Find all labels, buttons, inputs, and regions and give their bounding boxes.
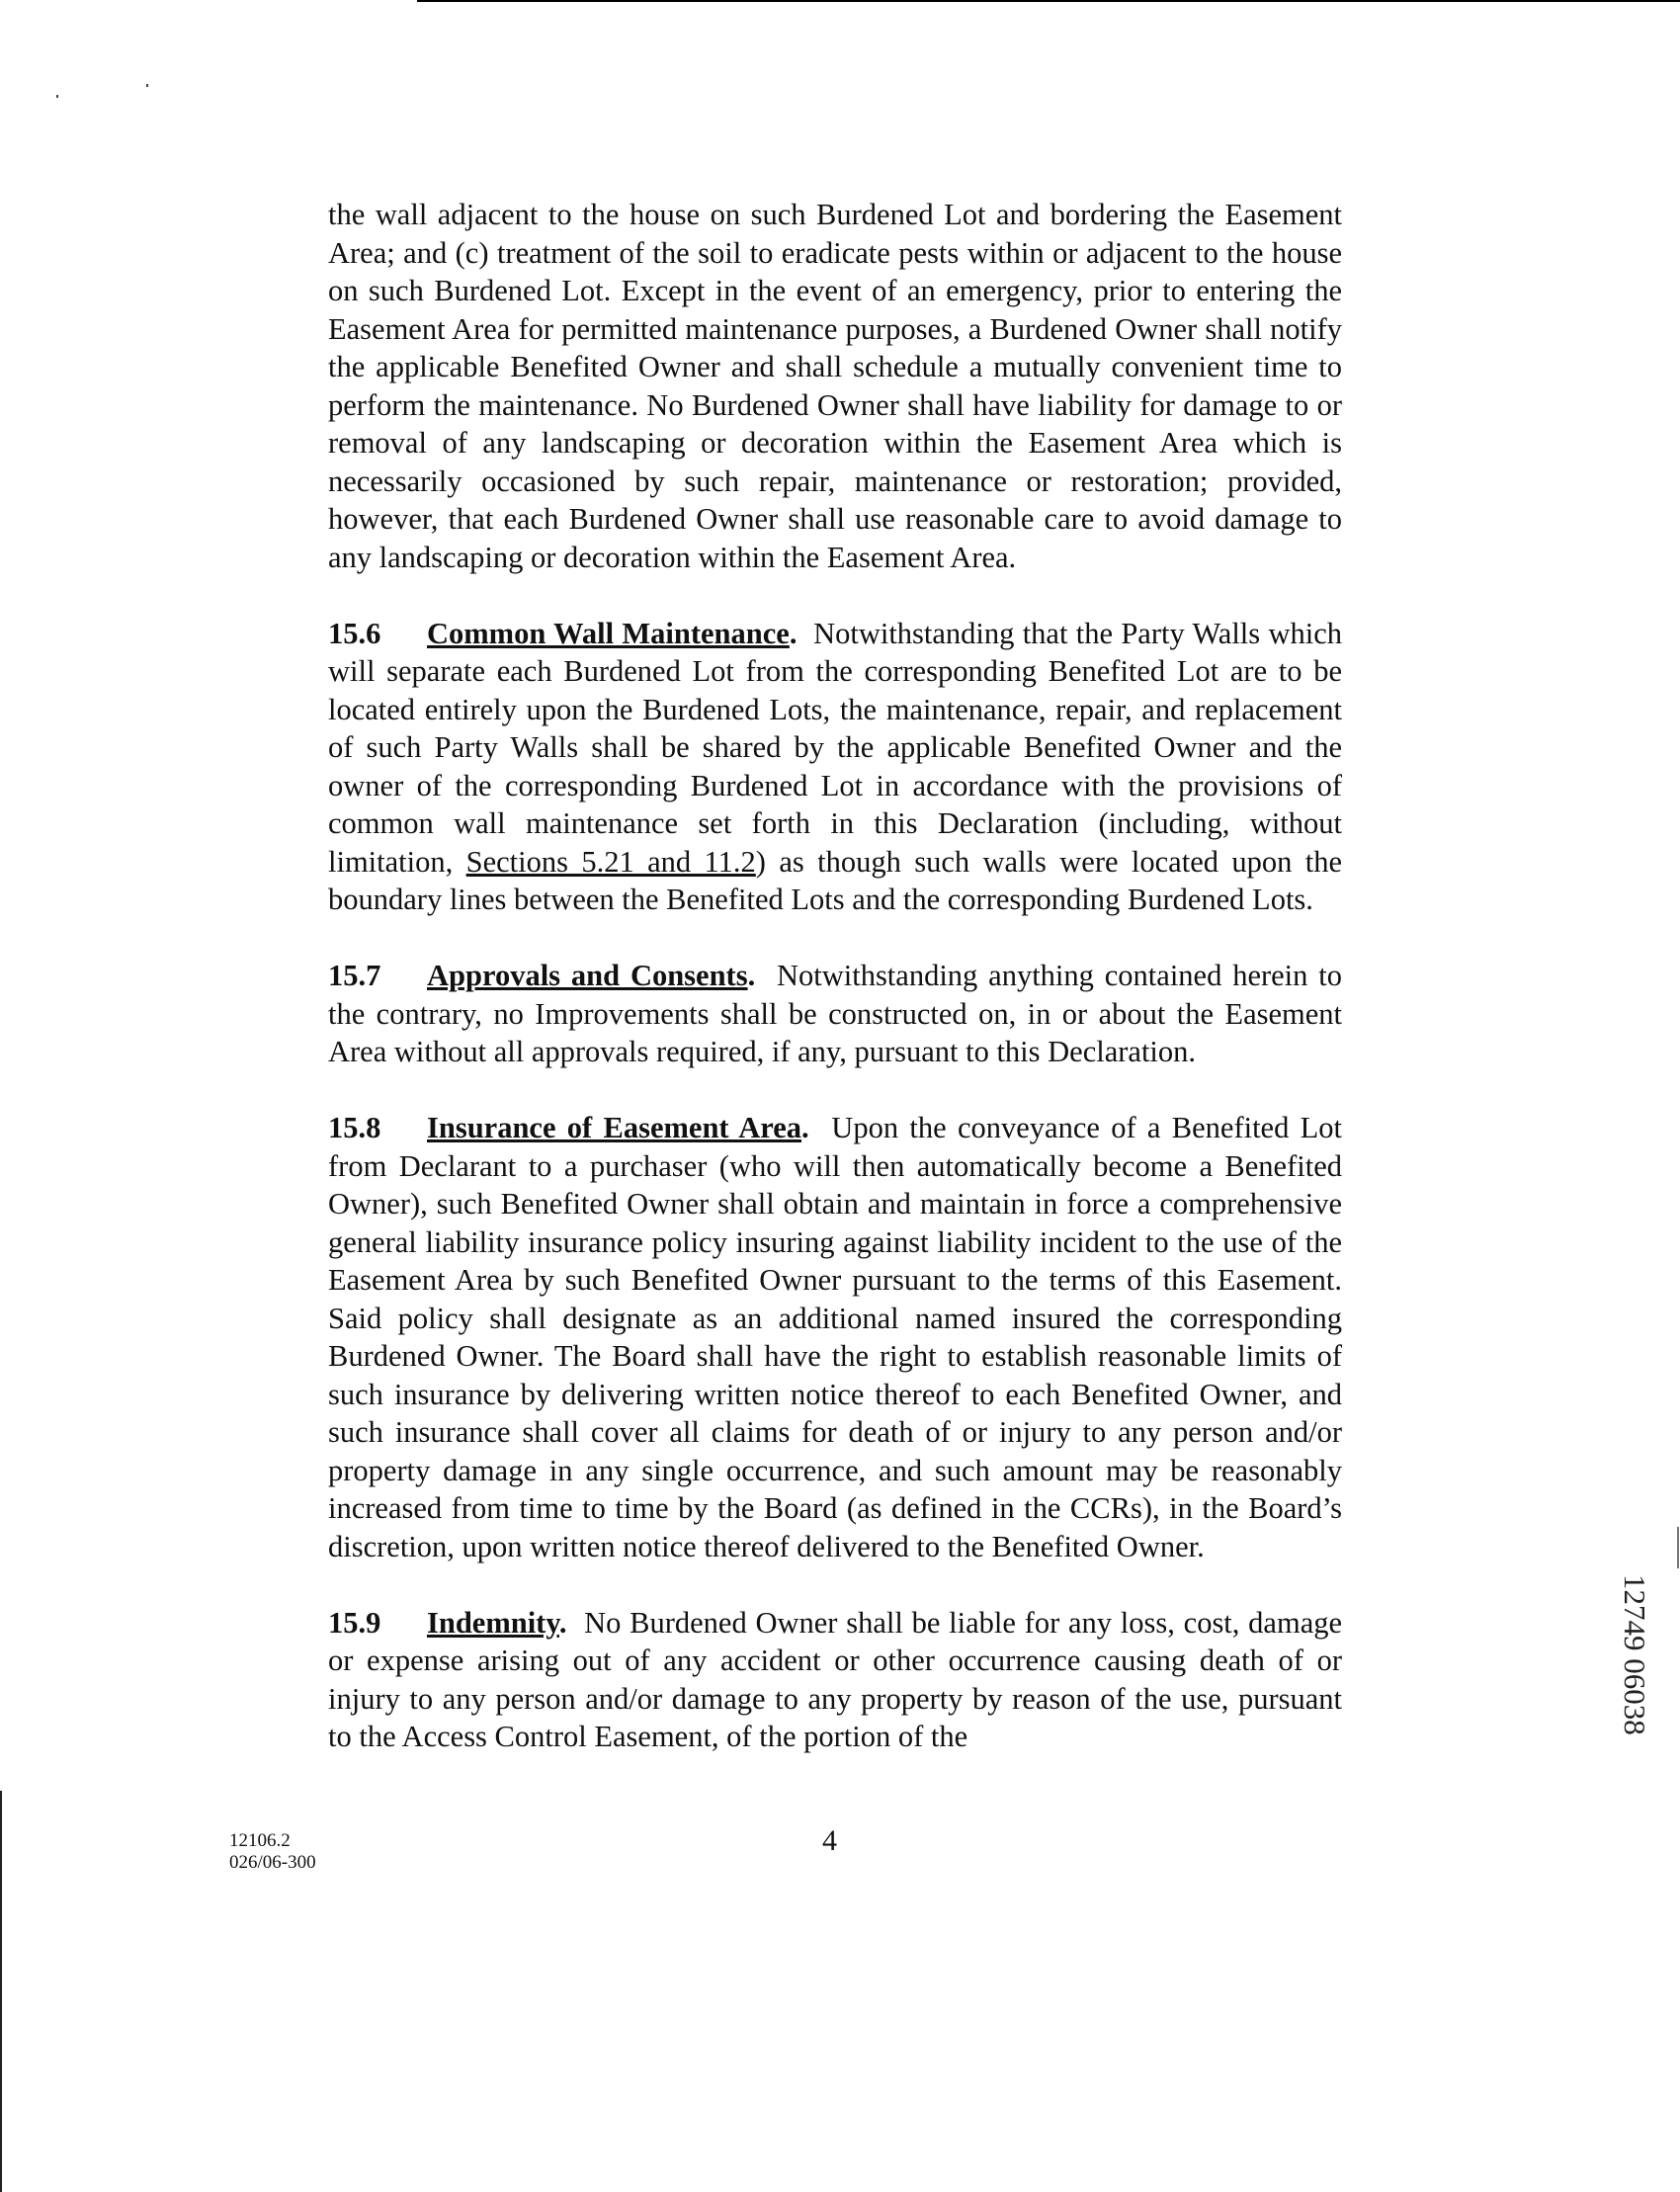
scan-speck xyxy=(56,95,58,98)
doc-id-line-1: 12106.2 xyxy=(229,1830,291,1851)
section-text: Notwithstanding that the Party Walls which will separate each Burdened Lot from the corresponding Benefited Lot are to be located entirely upon the Burdened Lots, the maintenance, repair, and replacement of such Party Walls shall be shared by the applicable Benefited Owner and the owner of the corresponding Burdened Lot in accordance with the provisions of common wall maintenance set forth in this Declaration (including, without limitation, xyxy=(328,616,1342,879)
section-title: Approvals and Consents xyxy=(427,959,748,992)
section-15-9: 15.9 Indemnity. No Burdened Owner shall be liable for any loss, cost, damage or expense arising out of any accident or other occurrence causing death of or injury to any person and/or damage to any property by reason of the use, pursuant to the Access Control Easement, of the portion of the xyxy=(328,1605,1343,1753)
scan-speck xyxy=(146,84,148,87)
scan-right-edge xyxy=(1677,1527,1679,1568)
page-number: 4 xyxy=(822,1824,837,1857)
document-body xyxy=(328,196,1342,1794)
section-text-continued: ) as though such walls were located upon the boundary lines between the Benefited Lots and the corresponding Burdened Lots. xyxy=(328,844,1343,916)
scan-top-border xyxy=(417,0,1680,2)
intro-paragraph: the wall adjacent to the house on such Burdened Lot and bordering the Easement Area; and (c) treatment of the soil to eradicate pests within or adjacent to the house on such Burdened Lot. Except in the event of an emergency, prior to entering the Easement Area for permitted maintenance purposes, a Burdened Owner shall notify the applicable Benefited Owner and shall schedule a mutually convenient time to perform the maintenance. No Burdened Owner shall have liability for damage to or removal of any landscaping or decoration within the Easement Area which is necessarily occasioned by such repair, maintenance or restoration; provided, however, that each Burdened Owner shall use reasonable care to avoid damage to any landscaping or decoration within the Easement Area. xyxy=(328,198,1342,574)
section-number: 15.7 xyxy=(328,959,381,992)
section-number: 15.8 xyxy=(328,1111,381,1144)
section-15-8: 15.8 Insurance of Easement Area. Upon the conveyance of a Benefited Lot from Declarant to a purchaser (who will then automatically become a Benefited Owner), such Benefited Owner shall obtain and maintain in force a comprehensive general liability insurance policy insuring against liability incident to the use of the Easement Area by such Benefited Owner pursuant to the terms of this Easement. Said policy shall designate as an additional named insured the corresponding Burdened Owner. The Board shall have the right to establish reasonable limits of such insurance by delivering written notice thereof to each Benefited Owner, and such insurance shall cover all claims for death of or injury to any person and/or property damage in any single occurrence, and such amount may be reasonably increased from time to time by the Board (as defined in the CCRs), in the Board’s discretion, upon written notice thereof delivered to the Benefited Owner. xyxy=(328,1111,1343,1563)
scan-left-edge xyxy=(0,1791,2,2192)
section-number: 15.6 xyxy=(328,616,381,650)
section-text: Notwithstanding anything contained herein to the contrary, no Improvements shall be constructed on, in or about the Easement Area without all approvals required, if any, pursuant to this Declaration. xyxy=(328,959,1343,1068)
recording-stamp-text: 12749 06038 xyxy=(1618,1574,1652,1735)
section-text: No Burdened Owner shall be liable for any loss, cost, damage or expense arising out of any accident or other occurrence causing death of or injury to any person and/or damage to any property by reason of the use, pursuant to the Access Control Easement, of the portion of the xyxy=(328,1605,1343,1753)
doc-id-line-2: 026/06-300 xyxy=(229,1852,316,1873)
section-title: Common Wall Maintenance xyxy=(427,616,790,650)
recording-stamp xyxy=(1615,1574,1654,1855)
section-title: Insurance of Easement Area xyxy=(427,1111,802,1144)
section-15-6: 15.6 Common Wall Maintenance. Notwithstanding that the Party Walls which will separate each Burdened Lot from the corresponding Benefited Lot are to be located entirely upon the Burdened Lots, the maintenance, repair, and replacement of such Party Walls shall be shared by the applicable Benefited Owner and the owner of the corresponding Burdened Lot in accordance with the provisions of common wall maintenance set forth in this Declaration (including, without limitation, Sections 5.21 and 11.2) as though such walls were located upon the boundary lines between the Benefited Lots and the corresponding Burdened Lots. xyxy=(328,616,1343,916)
section-reference-link[interactable]: Sections 5.21 and 11.2 xyxy=(465,844,756,879)
section-number: 15.9 xyxy=(328,1605,381,1640)
section-15-7: 15.7 Approvals and Consents. Notwithstanding anything contained herein to the contrary, no Improvements shall be constructed on, in or about the Easement Area without all approvals required, if any, pursuant to this Declaration. xyxy=(328,959,1343,1068)
section-text: Upon the conveyance of a Benefited Lot from Declarant to a purchaser (who will then automatically become a Benefited Owner), such Benefited Owner shall obtain and maintain in force a comprehensive general liability insurance policy insuring against liability incident to the use of the Easement Area by such Benefited Owner pursuant to the terms of this Easement. Said policy shall designate as an additional named insured the corresponding Burdened Owner. The Board shall have the right to establish reasonable limits of such insurance by delivering written notice thereof to each Benefited Owner, and such insurance shall cover all claims for death of or injury to any person and/or property damage in any single occurrence, and such amount may be reasonably increased from time to time by the Board (as defined in the CCRs), in the Board’s discretion, upon written notice thereof delivered to the Benefited Owner. xyxy=(328,1111,1343,1563)
footer-document-id xyxy=(229,1830,316,1874)
section-title: Indemnity xyxy=(427,1605,559,1640)
